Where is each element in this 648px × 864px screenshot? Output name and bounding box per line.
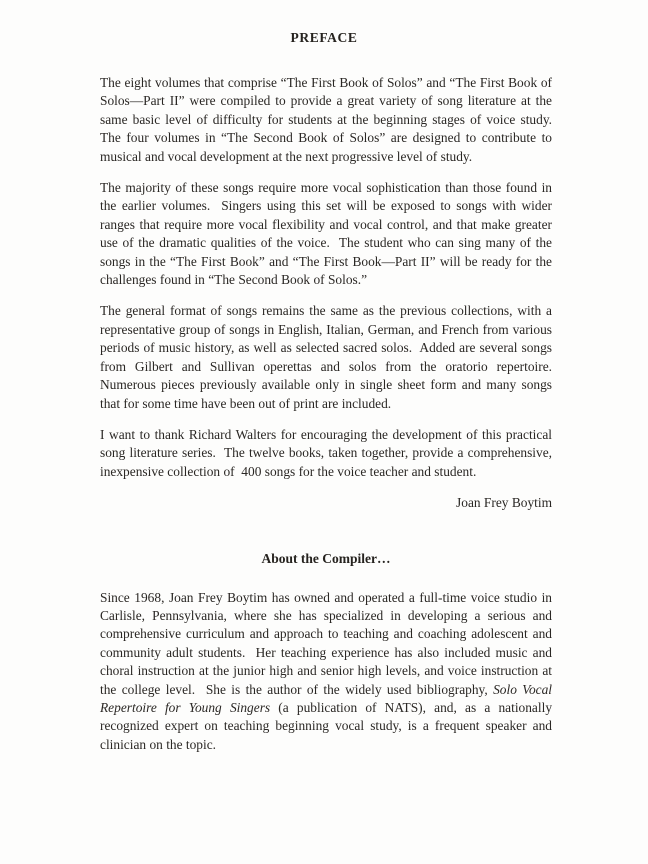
page-content xyxy=(0,46,648,754)
about-compiler-heading: About the Compiler… xyxy=(261,550,391,566)
about-compiler-paragraph xyxy=(100,589,556,755)
preface-paragraph-3: The general format of songs remains the same as the previous collections, with a representative group of songs in English, Italian, German, and French from various periods of music history, as well as selected sacred solos. Added are several songs from Gilbert and Sullivan operettas and solos from the oratorio repertoire. Numerous pieces previously available only in single sheet form and many songs that for some time have been out of print are included. xyxy=(100,303,559,411)
about-text-segment: Since 1968, Joan Frey Boytim has owned and operated a full-time voice studio in Carlisle, Pennsylvania, where she has specialized in developing a serious and comprehensive curriculum and approach to teaching and coaching adolescent and community adult students. Her teaching experience has also included music and choral instruction at the junior high and senior high levels, and voice instruction at the college level. She is the author of the widely used bibliography, xyxy=(100,589,556,697)
preface-paragraph-4: I want to thank Richard Walters for encouraging the development of this practical song literature series. The twelve books, taken together, provide a comprehensive, inexpensive collection of 400 songs for the voice teacher and student. xyxy=(100,426,556,479)
about-text-segment: (a publication of NATS), and, as a nationally recognized expert on teaching beginning vocal study, is a frequent speaker and clinician on the topic. xyxy=(100,699,556,752)
preface-paragraph-2: The majority of these songs require more vocal sophistication than those found in the earlier volumes. Singers using this set will be exposed to songs with wider ranges that require more vocal flexibility and vocal control, and that make greater use of the dramatic qualities of the voice. The student who can sing many of the songs in the “The First Book” and “The First Book—Part II” will be ready for the challenges found in “The Second Book of Solos.” xyxy=(100,180,556,288)
book-title-italic: Solo Vocal Repertoire for Young Singers xyxy=(100,681,556,715)
author-signature: Joan Frey Boytim xyxy=(456,495,552,511)
page-title: PREFACE xyxy=(290,30,358,45)
preface-paragraph-1: The eight volumes that comprise “The First Book of Solos” and “The First Book of Solos—Part II” were compiled to provide a great variety of song literature at the same basic level of difficulty for students at the beginning stages of voice study. The four volumes in “The Second Book of Solos” are designed to contribute to musical and vocal development at the next progressive level of study. xyxy=(100,75,559,164)
